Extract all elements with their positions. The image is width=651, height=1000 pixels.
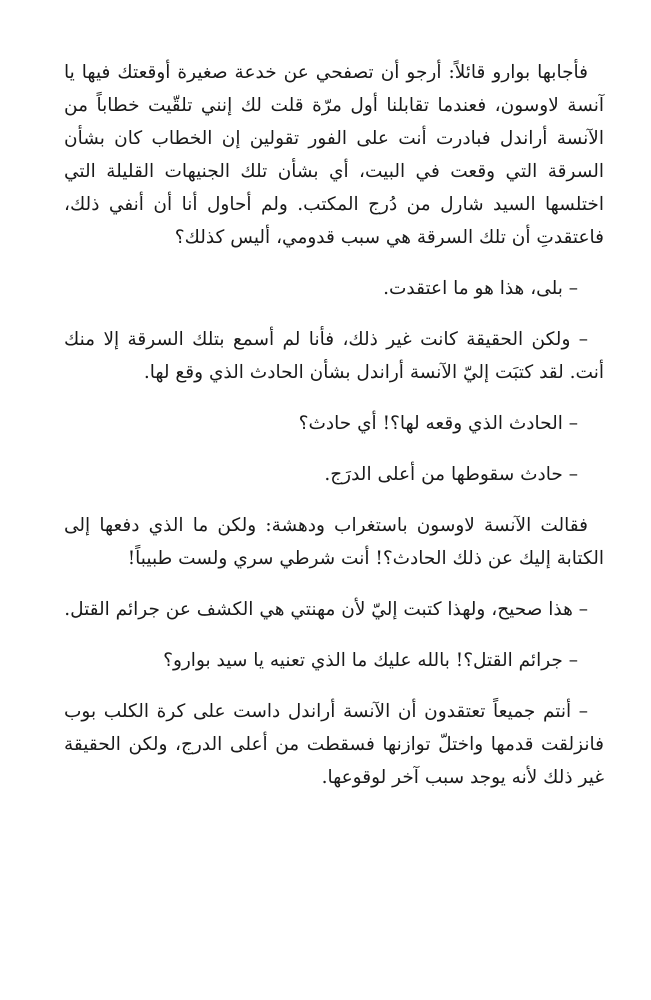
paragraph-narration: فقالت الآنسة لاوسون باستغراب ودهشة: ولكن ما الذي دفعها إلى الكتابة إليك عن ذلك الحادث؟! أنت شرطي سري ولست طبيباً! (64, 515, 604, 569)
book-page (64, 56, 604, 812)
paragraph-dialogue: – بلى، هذا هو ما اعتقدت. (383, 278, 578, 299)
paragraph-dialogue: – الحادث الذي وقعه لها؟! أي حادث؟ (298, 413, 578, 434)
paragraph-dialogue: – جرائم القتل؟! بالله عليك ما الذي تعنيه يا سيد بوارو؟ (163, 650, 578, 671)
paragraph-narration: فأجابها بوارو قائلاً: أرجو أن تصفحي عن خدعة صغيرة أوقعتك فيها يا آنسة لاوسون، فعندما تقابلنا أول مرّة قلت لك إنني تلقّيت خطاباً من الآنسة أراندل فبادرت أنت على الفور تقولين إن الخطاب كان بشأن السرقة التي وقعت في البيت، أي بشأن تلك الجنيهات القليلة التي اختلسها السيد شارل من دُرج المكتب. ولم أحاول أنا أن أنفي ذلك، فاعتقدتِ أن تلك السرقة هي سبب قدومي، أليس كذلك؟ (64, 62, 604, 248)
paragraph-dialogue: – ولكن الحقيقة كانت غير ذلك، فأنا لم أسمع بتلك السرقة إلا منك أنت. لقد كتبَت إليّ الآنسة أراندل بشأن الحادث الذي وقع لها. (64, 329, 604, 383)
paragraph-dialogue: – أنتم جميعاً تعتقدون أن الآنسة أراندل داست على كرة الكلب بوب فانزلقت قدمها واختلّ توازنها فسقطت من أعلى الدرج، ولكن الحقيقة غير ذلك لأنه يوجد سبب آخر لوقوعها. (64, 701, 604, 788)
paragraph-dialogue: – حادث سقوطها من أعلى الدرَج. (324, 464, 578, 485)
paragraph-dialogue: – هذا صحيح، ولهذا كتبت إليّ لأن مهنتي هي الكشف عن جرائم القتل. (64, 599, 588, 620)
